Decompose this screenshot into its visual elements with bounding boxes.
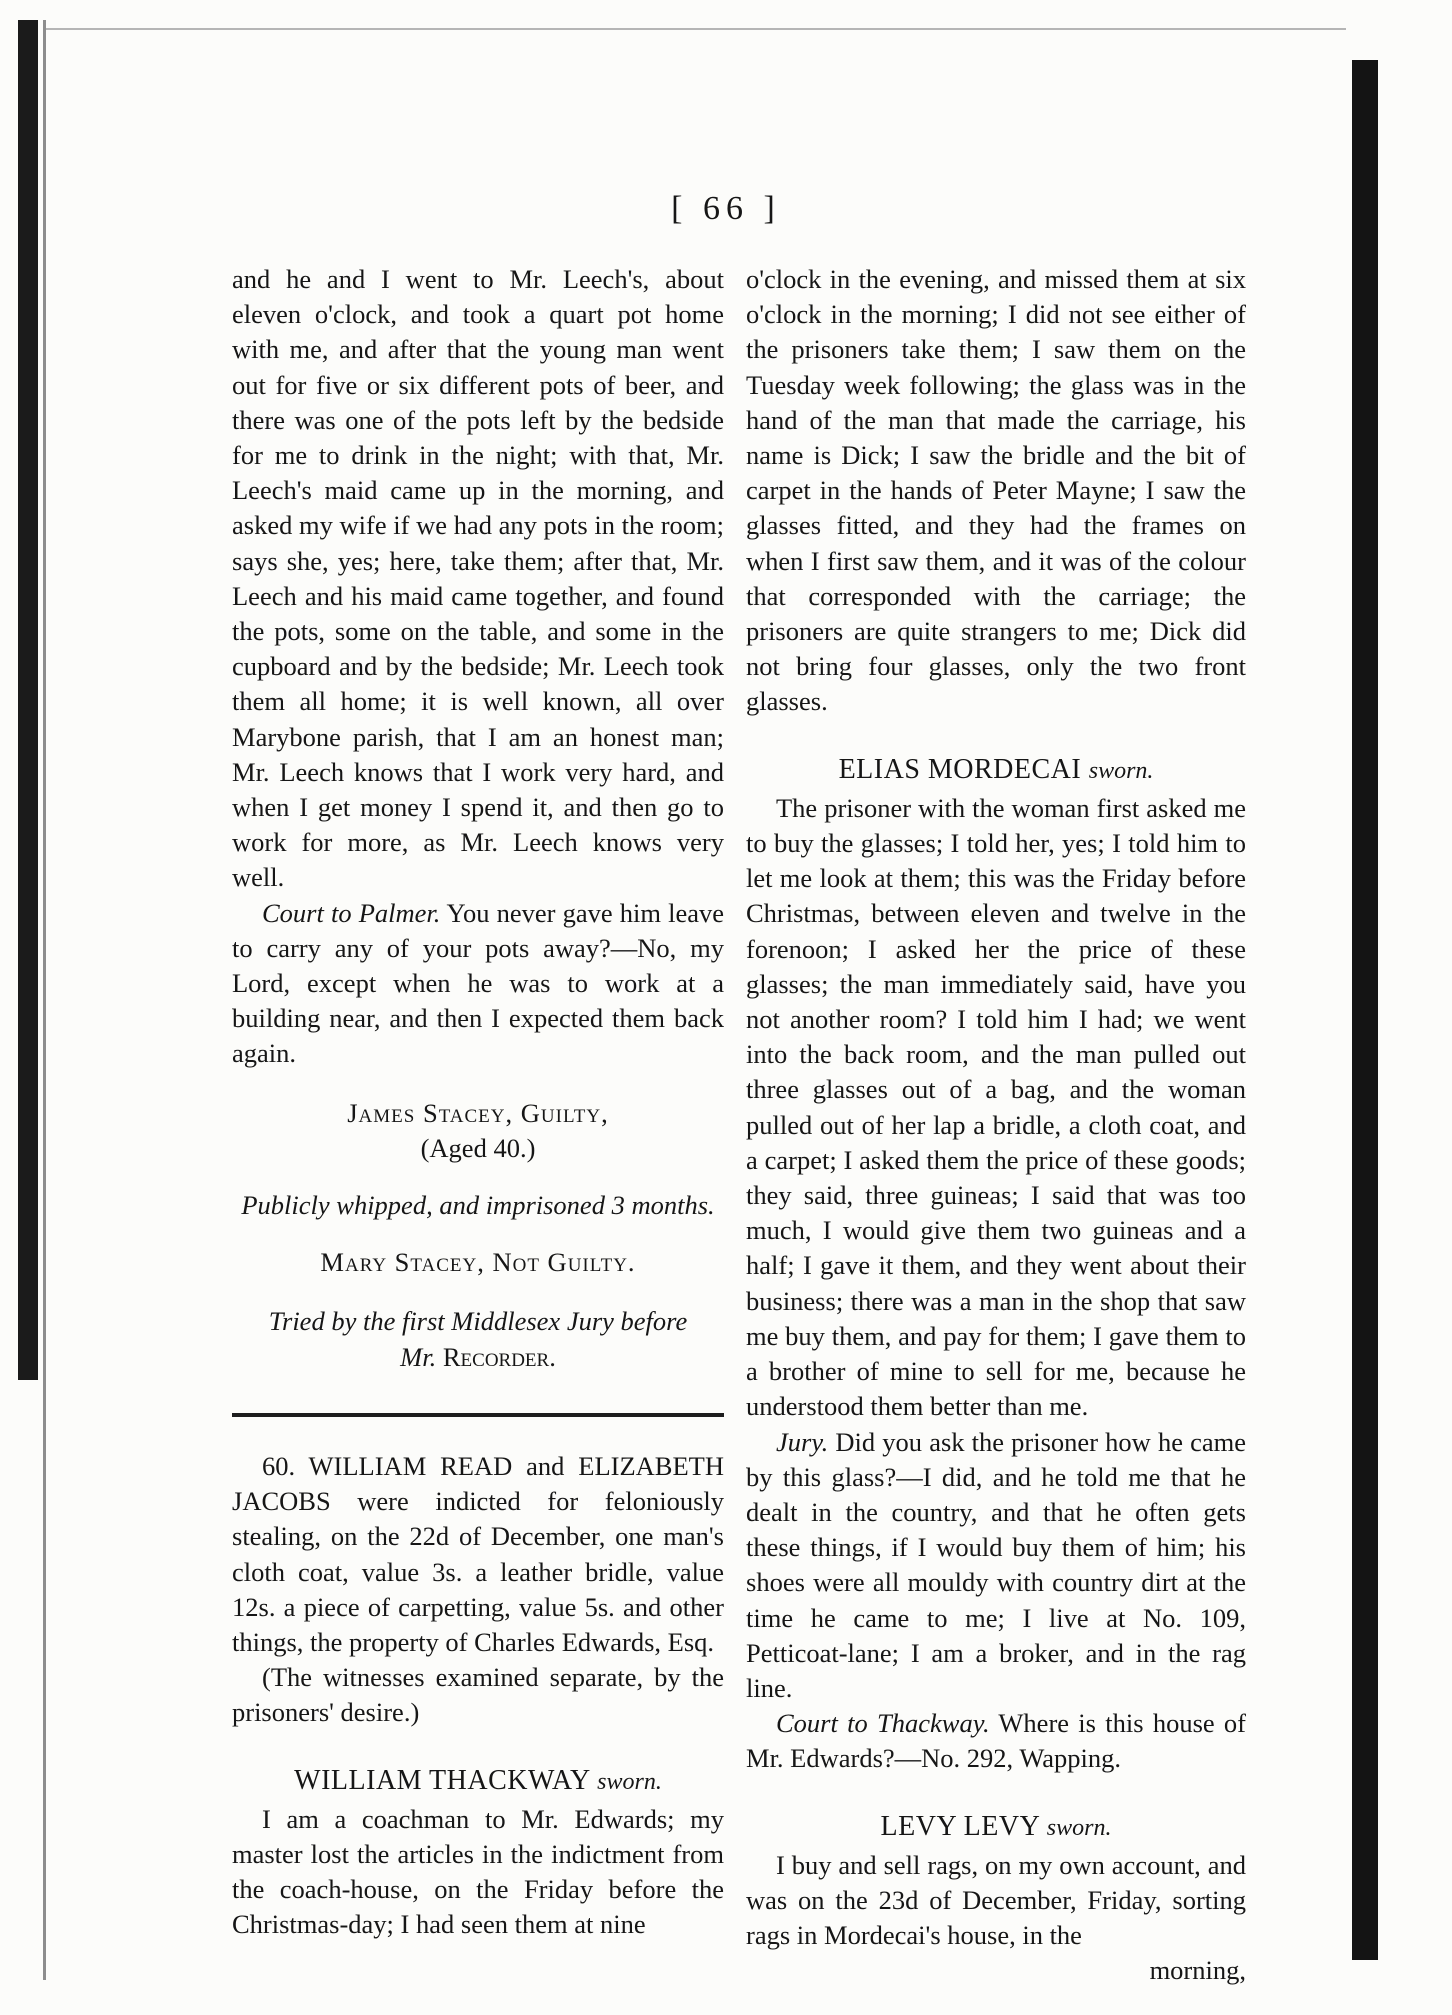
jury-note: Tried by the first Middlesex Jury before	[268, 1306, 688, 1337]
witness-heading: LEVY LEVY sworn.	[880, 1810, 1112, 1842]
court-question: Court to Thackway. Where is this house of Mr. Edwards?—No. 292, Wapping.	[746, 1708, 1246, 1774]
left-column	[232, 262, 724, 1943]
catchword: morning,	[1149, 1955, 1246, 1986]
page-top-edge	[46, 28, 1346, 30]
case-intro: 60. WILLIAM READ and ELIZABETH JACOBS were indicted for feloniously stealing, on the 22d of December, one man's cloth coat, value 3s. a leather bridle, value 12s. a piece of carpetting, value 5s. and other things, the property of Charles Edwards, Esq.	[232, 1450, 724, 1657]
verdict-line: James Stacey, Guilty,	[347, 1097, 609, 1128]
witness-testimony: I buy and sell rags, on my own account, and was on the 23d of December, Friday, sorting rags in Mordecai's house, in the	[746, 1849, 1246, 1951]
page-edge-shadow-right	[1352, 60, 1378, 1960]
speaker-label: Court to Palmer.	[262, 897, 441, 928]
testimony-paragraph: and he and I went to Mr. Leech's, about eleven o'clock, and took a quart pot home with me, and after that the young man went out for five or six different pots of beer, and there was one of the pots left by the bedside for me to drink in the night; with that, Mr. Leech's maid came up in the morning, and asked my wife if we had any pots in the room; says she, yes; here, take them; after that, Mr. Leech and his maid came together, and found the pots, some on the table, and some in the cupboard and by the bedside; Mr. Leech took them all home; it is well known, all over Marybone parish, that I am an honest man; Mr. Leech knows that I work very hard, and when I get money I spend it, and then go to work for more, as Mr. Leech knows very well.	[232, 264, 724, 893]
jury-note-recorder: Mr. Recorder.	[400, 1341, 556, 1372]
age-line: (Aged 40.)	[420, 1132, 536, 1163]
binding-line-left	[43, 20, 46, 1980]
sentence-line: Publicly whipped, and imprisoned 3 months.	[241, 1190, 715, 1221]
jury-question: Jury. Did you ask the prisoner how he came by this glass?—I did, and he told me that he dealt in the country, and that he often gets these things, if I would buy them of him; his shoes were all mouldy with country dirt at the time he came to me; I live at No. 109, Petticoat-lane; I am a broker, and in the rag line.	[746, 1426, 1247, 1703]
section-divider	[232, 1413, 724, 1417]
witness-testimony: The prisoner with the woman first asked me to buy the glasses; I told her, yes; I told him to let me look at them; this was the Friday before Christmas, between eleven and twelve in the forenoon; I asked her the price of these glasses; the man immediately said, have you not another room? I told him I had; we went into the back room, and the man pulled out three glasses out of a bag, and the woman pulled out of her lap a bridle, a cloth coat, and a carpet; I asked them the price of these goods; they said, three guineas; I said that was too much, I would give them two guineas and a half; I gave it them, and they went about their business; there was a man in the shop that saw me buy them, and pay for them; I gave them to a brother of mine to sell for me, because he understood them better than me.	[746, 792, 1246, 1422]
separate-note: (The witnesses examined separate, by the prisoners' desire.)	[232, 1662, 724, 1728]
testimony-paragraph: o'clock in the evening, and missed them at six o'clock in the morning; I did not see either of the prisoners take them; I saw them on the Tuesday week following; the glass was in the hand of the man that made the carriage, his name is Dick; I saw the bridle and the bit of carpet in the hands of Peter Mayne; I saw the glasses fitted, and they had the frames on when I first saw them, and it was of the colour that corresponded with the carriage; the prisoners are quite strangers to me; Dick did not bring four glasses, only the two front glasses.	[746, 264, 1246, 717]
witness-testimony: I am a coachman to Mr. Edwards; my master lost the articles in the indictment from the coach-house, on the Friday before the Christmas-day; I had seen them at nine	[232, 1803, 724, 1940]
speaker-label: Court to Thackway.	[776, 1708, 990, 1739]
verdict-line-2: Mary Stacey, Not Guilty.	[320, 1247, 636, 1278]
witness-heading: ELIAS MORDECAI sworn.	[838, 753, 1154, 785]
speaker-label: Jury.	[776, 1426, 829, 1457]
court-question: Court to Palmer. You never gave him leave to carry any of your pots away?—No, my Lord, except when he was to work at a building near, and then I expected them back again.	[232, 897, 724, 1069]
witness-heading: WILLIAM THACKWAY sworn.	[294, 1764, 662, 1796]
right-column	[746, 262, 1246, 1989]
page-number: [ 66 ]	[671, 190, 781, 227]
